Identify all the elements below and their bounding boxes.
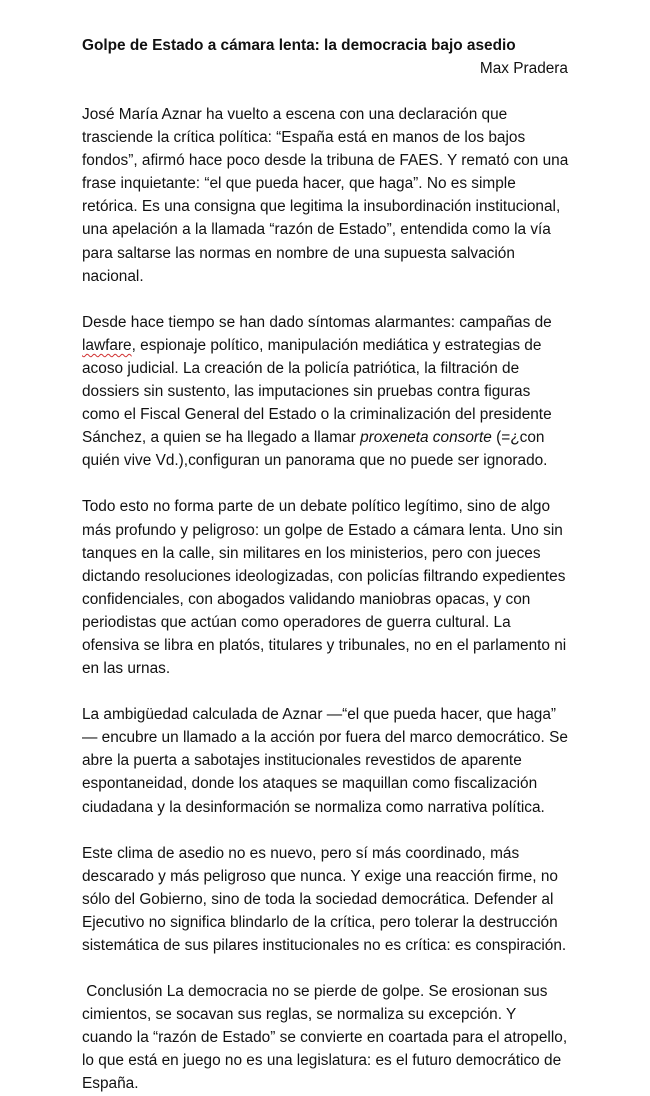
paragraph-2-text-a: Desde hace tiempo se han dado síntomas alarmantes: campañas de	[82, 313, 552, 331]
paragraph-3: Todo esto no forma parte de un debate político legítimo, sino de algo más profundo y peligroso: un golpe de Estado a cámara lenta. Uno sin tanques en la calle, sin militares en los ministerios, pero con jueces dictando resoluciones ideologizadas, con policías filtrando expedientes confidenciales, con abogados validando maniobras opacas, y con periodistas que actúan como operadores de guerra cultural. La ofensiva se libra en platós, titulares y tribunales, no en el parlamento ni en las urnas.	[82, 498, 567, 678]
article-title: Golpe de Estado a cámara lenta: la democracia bajo asedio	[82, 37, 516, 54]
spellcheck-flagged-word: lawfare	[82, 336, 132, 354]
paragraph-2-text-c: (=¿con quién vive Vd.),configuran un panorama que no puede ser ignorado.	[82, 429, 548, 470]
document-page	[82, 34, 570, 1096]
paragraph-1: José María Aznar ha vuelto a escena con una declaración que trasciende la crítica política: “España está en manos de los bajos fondos”, afirmó hace poco desde la tribuna de FAES. Y rematό con una frase inquietante: “el que pueda hacer, que haga”. No es simple retórica. Es una consigna que legitima la insubordinación institucional, una apelación a la llamada “razón de Estado”, entendida como la vía para saltarse las normas en nombre de una supuesta salvación nacional.	[82, 106, 569, 285]
author-name: Max Pradera	[479, 60, 568, 77]
paragraph-5: Este clima de asedio no es nuevo, pero sí más coordinado, más descarado y más peligroso que nunca. Y exige una reacción firme, no sólo del Gobierno, sino de toda la sociedad democrática. Defender al Ejecutivo no significa blindarlo de la crítica, pero tolerar la destrucción sistemática de sus pilares institucionales no es crítica: es conspiración.	[82, 844, 567, 954]
paragraph-2-text-b: , espionaje político, manipulación mediática y estrategias de acoso judicial. La creación de la policía patriótica, la filtración de dossiers sin sustento, las imputaciones sin pruebas contra figuras como el Fiscal General del Estado o la criminalización del presidente Sánchez, a quien se ha llegado a llamar	[82, 336, 552, 447]
paragraph-4: La ambigüedad calculada de Aznar —“el que pueda hacer, que haga” — encubre un llamado a la acción por fuera del marco democrático. Se abre la puerta a sabotajes institucionales revestidos de aparente espontaneidad, donde los ataques se maquillan como fiscalización ciudadana y la desinformación se normaliza como narrativa política.	[82, 706, 568, 816]
paragraph-6: Conclusión La democracia no se pierde de golpe. Se erosionan sus cimientos, se socavan sus reglas, se normaliza su excepción. Y cuando la “razón de Estado” se convierte en coartada para el atropello, lo que está en juego no es una legislatura: es el futuro democrático de España.	[82, 983, 572, 1093]
paragraph-2	[82, 311, 570, 473]
italic-phrase: proxeneta consorte	[360, 429, 492, 447]
